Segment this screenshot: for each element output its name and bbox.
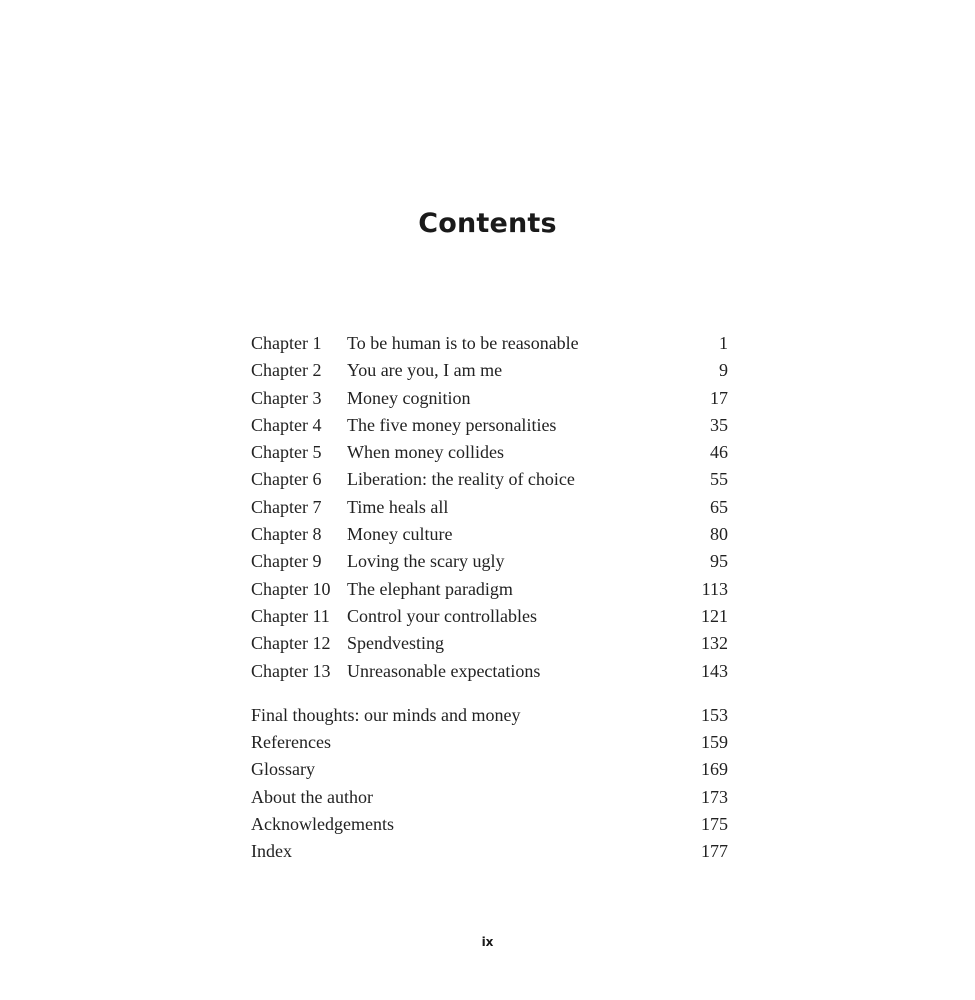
page-number: 153	[701, 704, 728, 725]
page-number: 113	[701, 578, 728, 599]
chapter-label: Chapter 2	[251, 360, 322, 381]
toc-chapter-row[interactable]	[251, 494, 728, 521]
chapter-title: Money culture	[347, 524, 453, 545]
chapter-title: Control your controllables	[347, 605, 537, 626]
chapter-title: The elephant paradigm	[347, 578, 513, 599]
chapter-label: Chapter 11	[251, 605, 330, 626]
chapter-label: Chapter 12	[251, 633, 331, 654]
chapter-label: Chapter 8	[251, 524, 322, 545]
chapter-title: The five money personalities	[347, 414, 557, 435]
page-number: 132	[701, 633, 728, 654]
page-number: 169	[701, 759, 728, 780]
back-matter-title: Glossary	[251, 759, 315, 780]
chapter-title: Time heals all	[347, 496, 449, 517]
section-spacer	[251, 685, 728, 702]
back-matter-title: About the author	[251, 786, 373, 807]
page-number: 55	[710, 469, 728, 490]
toc-chapter-row[interactable]	[251, 521, 728, 548]
chapter-title: Spendvesting	[347, 633, 444, 654]
chapter-title: Unreasonable expectations	[347, 660, 541, 681]
chapter-label: Chapter 4	[251, 414, 322, 435]
back-matter-title: Index	[251, 841, 292, 862]
page-number: 177	[701, 841, 728, 862]
page-number: 9	[719, 360, 728, 381]
page-number: 143	[701, 660, 728, 681]
page-number: 80	[710, 524, 728, 545]
chapter-label: Chapter 6	[251, 469, 322, 490]
toc-chapter-row[interactable]	[251, 330, 728, 357]
toc-chapter-row[interactable]	[251, 439, 728, 466]
toc-back-matter-row[interactable]	[251, 756, 728, 783]
page-title: Contents	[418, 208, 557, 239]
toc-back-matter-row[interactable]	[251, 838, 728, 865]
chapter-title: Liberation: the reality of choice	[347, 469, 575, 490]
page-number: 17	[710, 387, 728, 408]
chapter-title: To be human is to be reasonable	[347, 333, 579, 353]
chapter-title: Loving the scary ugly	[347, 551, 505, 572]
page-number: 65	[710, 496, 728, 517]
page-number: 35	[710, 414, 728, 435]
chapter-label: Chapter 13	[251, 660, 331, 681]
toc-chapter-row[interactable]	[251, 385, 728, 412]
toc-chapter-row[interactable]	[251, 658, 728, 685]
chapter-label: Chapter 10	[251, 578, 331, 599]
page-number: 95	[710, 551, 728, 572]
chapter-label: Chapter 7	[251, 496, 322, 517]
chapter-title: You are you, I am me	[347, 360, 503, 381]
page-number: 175	[701, 814, 728, 835]
toc-chapter-row[interactable]	[251, 630, 728, 657]
toc-chapter-row[interactable]	[251, 357, 728, 384]
toc-chapter-row[interactable]	[251, 603, 728, 630]
page-number: 173	[701, 786, 728, 807]
page-number: 1	[719, 333, 728, 353]
toc-chapter-row[interactable]	[251, 576, 728, 603]
back-matter-title: References	[251, 732, 331, 753]
toc-chapter-row[interactable]	[251, 548, 728, 575]
back-matter-title: Final thoughts: our minds and money	[251, 704, 521, 725]
chapter-label: Chapter 9	[251, 551, 322, 572]
chapter-label: Chapter 3	[251, 387, 322, 408]
toc-back-matter-row[interactable]	[251, 729, 728, 756]
chapter-label: Chapter 1	[251, 333, 322, 353]
toc-chapter-row[interactable]	[251, 466, 728, 493]
page-number: 121	[701, 605, 728, 626]
chapter-label: Chapter 5	[251, 442, 322, 463]
page-number: 159	[701, 732, 728, 753]
chapter-title: Money cognition	[347, 387, 471, 408]
toc-back-matter-row[interactable]	[251, 784, 728, 811]
toc-back-matter-row[interactable]	[251, 702, 728, 729]
toc-back-matter-row[interactable]	[251, 811, 728, 838]
folio-page-number: ix	[481, 935, 494, 949]
back-matter-title: Acknowledgements	[251, 814, 394, 835]
toc-chapter-row[interactable]	[251, 412, 728, 439]
chapter-title: When money collides	[347, 442, 504, 463]
page-number: 46	[710, 442, 728, 463]
table-of-contents	[251, 330, 728, 866]
